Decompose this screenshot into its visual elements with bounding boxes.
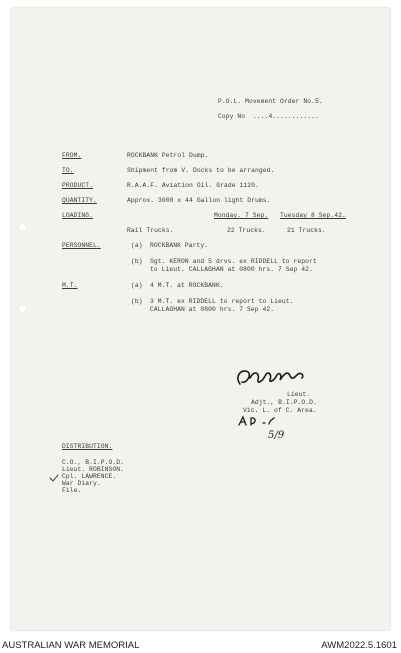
loading-rail: Rail Trucks. <box>127 227 174 234</box>
distribution-item: Lieut. ROBINSON. <box>62 466 125 473</box>
field-label-from: FROM. <box>62 152 82 159</box>
mt-b-line1: 3 M.T. ex RIDDELL to report to Lieut. <box>150 298 294 305</box>
handwritten-initials <box>236 414 276 428</box>
mt-b-line2: CALLAGHAN at 0800 hrs. 7 Sep 42. <box>150 306 275 313</box>
distribution-item: War Diary. <box>62 480 101 487</box>
loading-label: LOADING. <box>62 212 94 219</box>
document-page <box>11 8 390 630</box>
mt-label: M.T. <box>62 282 78 289</box>
personnel-b-line1: Sgt. KERON and 5 drvs. ex RIDDELL to report <box>150 258 317 265</box>
mt-a-text: 4 M.T. at ROCKBANK. <box>150 282 224 289</box>
field-value-to: Shipment from V. Docks to be arranged. <box>127 167 275 174</box>
field-label-product: PRODUCT. <box>62 182 94 189</box>
handwritten-date-note: 5/9 <box>268 430 285 441</box>
field-value-from: ROCKBANK Petrol Dump. <box>127 152 209 159</box>
personnel-b-key: (b) <box>131 258 143 265</box>
mt-a-key: (a) <box>131 282 143 289</box>
distribution-item: Cpl. LAWRENCE. <box>62 473 117 480</box>
signature-role: Adjt., B.I.P.O.D. <box>251 399 317 406</box>
footer-accession-number: AWM2022.5.1601 <box>321 640 397 651</box>
punch-hole-bottom <box>18 304 27 313</box>
loading-monday: Monday. 7 Sep. <box>214 212 269 219</box>
distribution-item: File. <box>62 487 82 494</box>
loading-trucks-monday: 22 Trucks. <box>227 227 266 234</box>
personnel-label: PERSONNEL. <box>62 242 101 249</box>
signature-area: Vic. L. of C. Area. <box>243 407 317 414</box>
order-title: P.O.L. Movement Order No.5. <box>218 98 323 105</box>
distribution-heading: DISTRIBUTION. <box>62 443 113 450</box>
loading-tuesday: Tuesday 8 Sep.42. <box>280 212 346 219</box>
mt-b-key: (b) <box>131 298 143 305</box>
footer-institution: AUSTRALIAN WAR MEMORIAL <box>2 640 140 651</box>
field-value-product: R.A.A.F. Aviation Oil. Grade 1120. <box>127 182 259 189</box>
signature-rank: Lieut. <box>287 391 311 398</box>
punch-hole-top <box>18 223 27 232</box>
field-label-quantity: QUANTITY. <box>62 197 97 204</box>
handwritten-signature <box>232 362 322 392</box>
field-value-quantity: Approx. 3000 x 44 Gallon light Drums. <box>127 197 271 204</box>
personnel-b-line2: to Lieut. CALLAGHAN at 0800 hrs. 7 Sep 42. <box>150 266 313 273</box>
archive-footer <box>0 638 401 653</box>
loading-trucks-tuesday: 21 Trucks. <box>287 227 326 234</box>
personnel-a-text: ROCKBANK Party. <box>150 242 209 249</box>
copy-number-value: ....4............ <box>253 113 319 120</box>
personnel-a-key: (a) <box>131 242 143 249</box>
copy-number-label: Copy No <box>218 113 246 120</box>
check-mark-icon <box>48 473 60 483</box>
distribution-item: C.O., B.I.P.O.D. <box>62 459 125 466</box>
field-label-to: TO. <box>62 167 74 174</box>
